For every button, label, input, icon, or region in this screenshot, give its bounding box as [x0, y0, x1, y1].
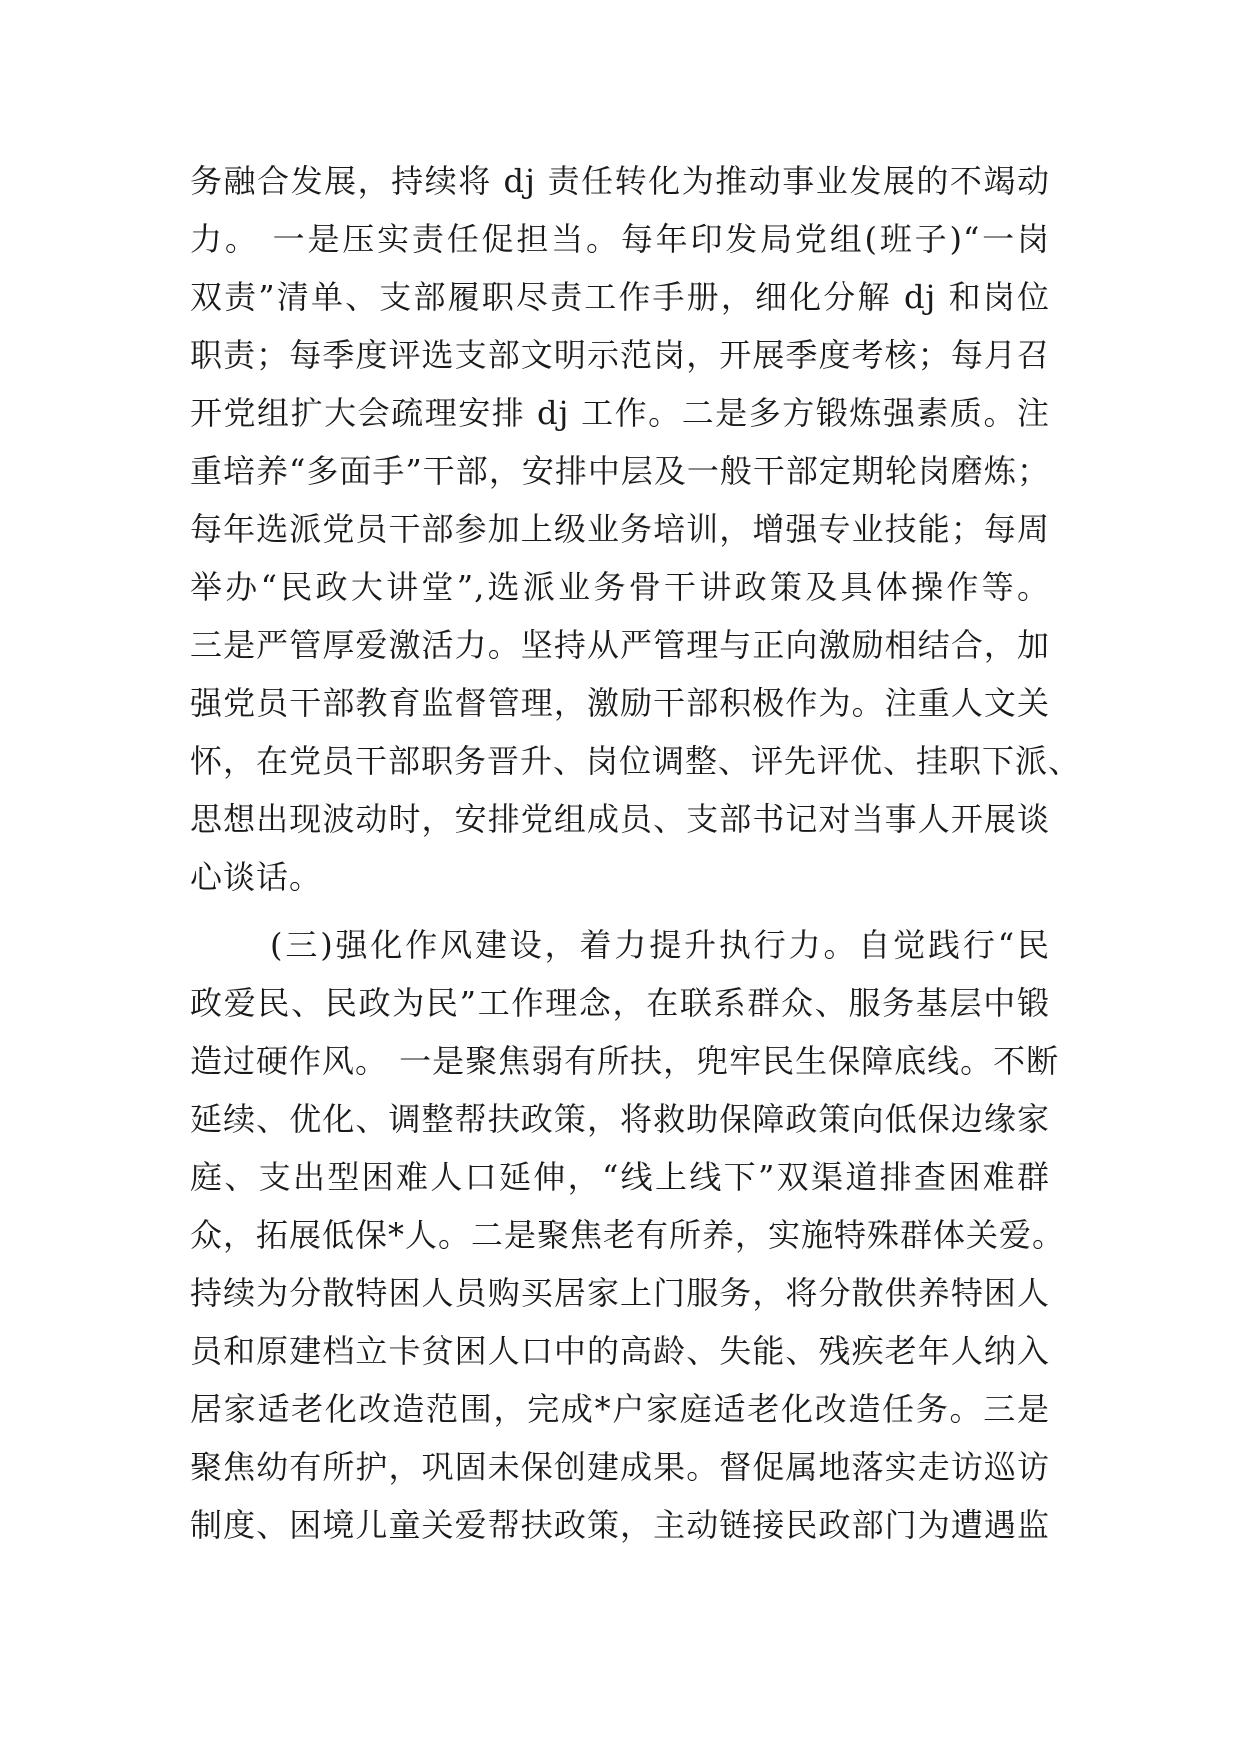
text-line: 庭、支出型困难人口延伸，“线上线下”双渠道排查困难群: [190, 1158, 1050, 1196]
text-line: 聚焦幼有所护，巩固未保创建成果。督促属地落实走访巡访: [190, 1448, 1050, 1486]
text-line: 务融合发展，持续将 dj 责任转化为推动事业发展的不竭动: [190, 162, 1050, 200]
section-heading-line: (三)强化作风建设，着力提升执行力。自觉践行“民: [270, 926, 1050, 964]
text-line: 怀，在党员干部职务晋升、岗位调整、评先评优、挂职下派、: [190, 742, 1082, 780]
paragraph-spacer: [190, 906, 1050, 916]
text-line: 众，拓展低保*人。二是聚焦老有所养，实施特殊群体关爱。: [190, 1216, 1066, 1254]
paragraph-2: [190, 916, 1066, 1554]
text-line: 居家适老化改造范围，完成*户家庭适老化改造任务。三是: [190, 1390, 1050, 1428]
text-line: 力。 一是压实责任促担当。每年印发局党组(班子)“一岗: [190, 220, 1050, 258]
text-line: 双责”清单、支部履职尽责工作手册，细化分解 dj 和岗位: [190, 278, 1050, 316]
text-line: 三是严管厚爱激活力。坚持从严管理与正向激励相结合，加: [190, 626, 1050, 664]
text-line: 员和原建档立卡贫困人口中的高龄、失能、残疾老年人纳入: [190, 1332, 1050, 1370]
text-line: 思想出现波动时，安排党组成员、支部书记对当事人开展谈: [190, 800, 1050, 838]
document-body: [190, 152, 1082, 1554]
text-line: 强党员干部教育监督管理，激励干部积极作为。注重人文关: [190, 684, 1050, 722]
text-line: 制度、困境儿童关爱帮扶政策，主动链接民政部门为遭遇监: [190, 1506, 1050, 1544]
text-line: 开党组扩大会疏理安排 dj 工作。二是多方锻炼强素质。注: [190, 394, 1050, 432]
text-line: 举办“民政大讲堂”,选派业务骨干讲政策及具体操作等。: [190, 568, 1050, 606]
paragraph-1: [190, 152, 1082, 906]
text-line: 政爱民、民政为民”工作理念，在联系群众、服务基层中锻: [190, 984, 1050, 1022]
text-line: 造过硬作风。 一是聚焦弱有所扶，兜牢民生保障底线。不断: [190, 1042, 1060, 1080]
text-line: 延续、优化、调整帮扶政策，将救助保障政策向低保边缘家: [190, 1100, 1050, 1138]
text-line: 心谈话。: [190, 858, 323, 896]
text-line: 每年选派党员干部参加上级业务培训，增强专业技能；每周: [190, 510, 1050, 548]
text-line: 持续为分散特困人员购买居家上门服务，将分散供养特困人: [190, 1274, 1050, 1312]
text-line: 重培养“多面手”干部，安排中层及一般干部定期轮岗磨炼；: [190, 452, 1050, 490]
text-line: 职责；每季度评选支部文明示范岗，开展季度考核；每月召: [190, 336, 1050, 374]
